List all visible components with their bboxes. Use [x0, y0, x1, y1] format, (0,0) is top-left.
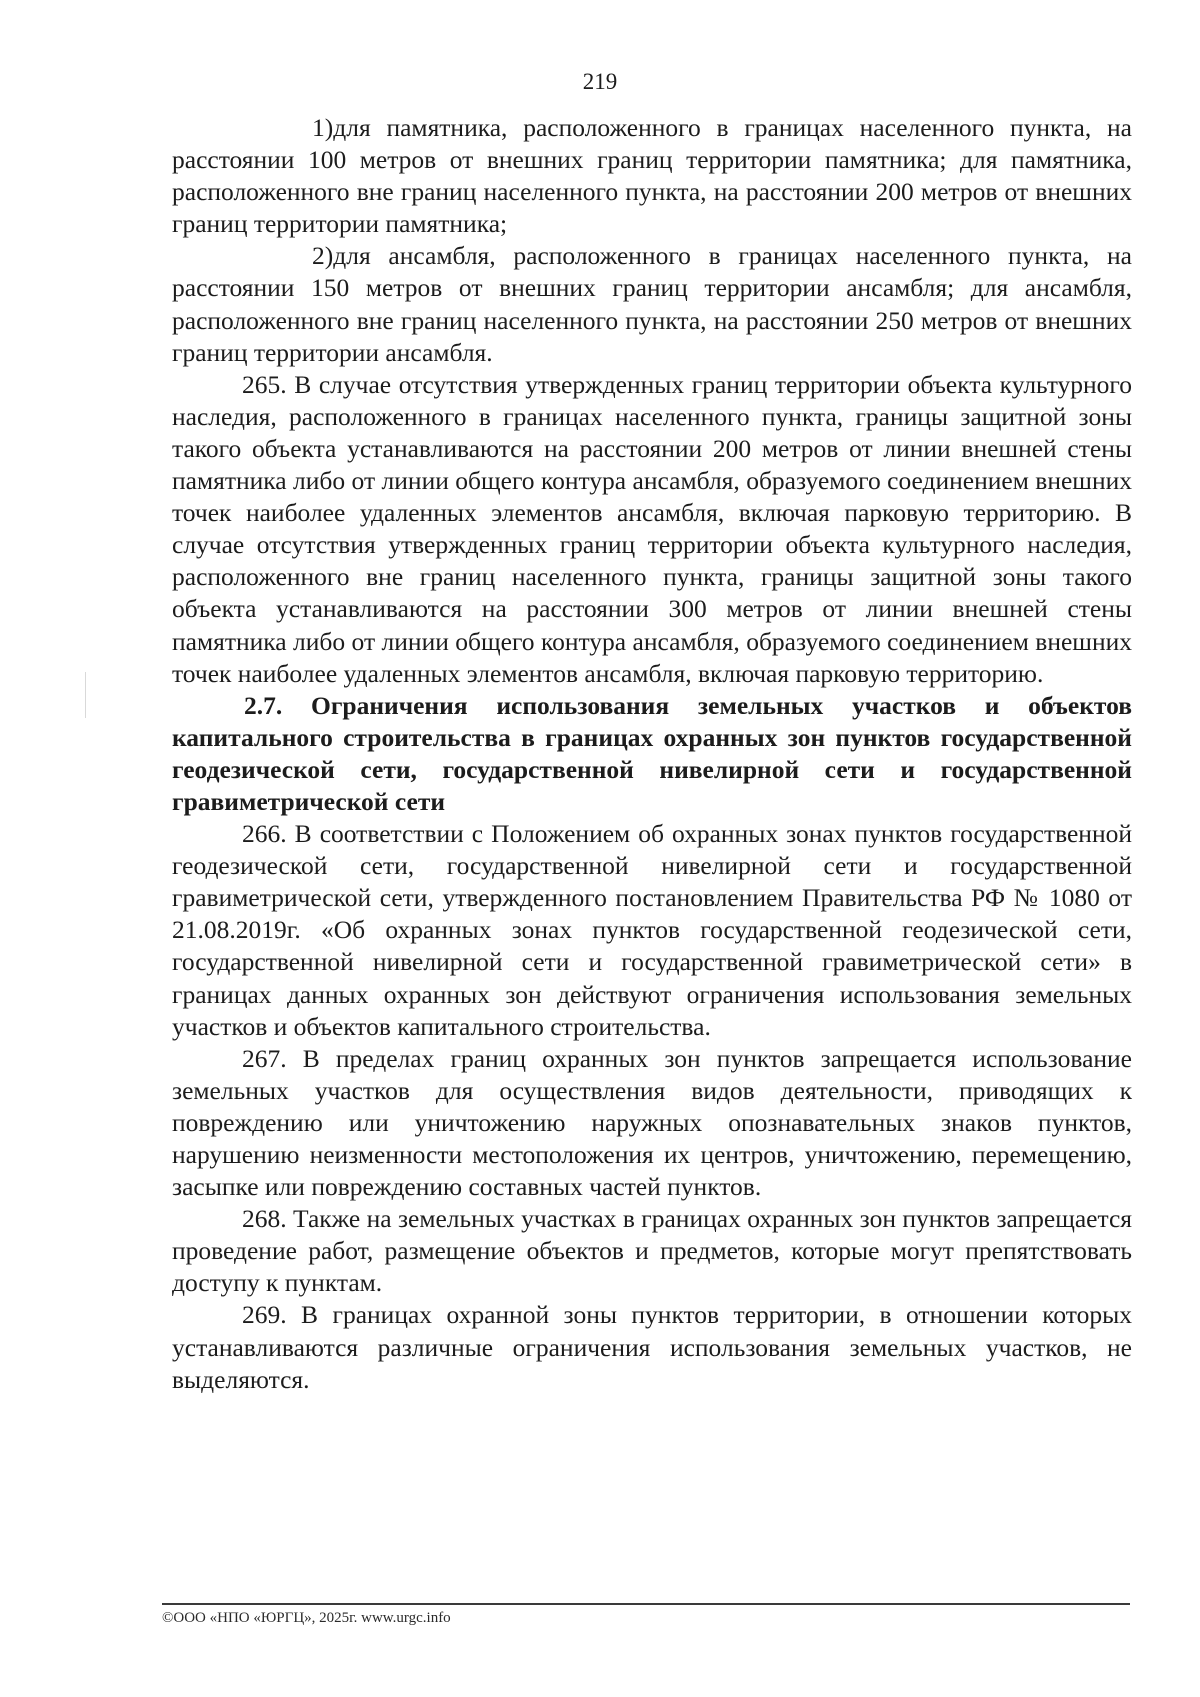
list-item-2 [172, 240, 1132, 368]
paragraph-268: 268. Также на земельных участках в границах охранных зон пунктов запрещается проведение работ, размещение объектов и предметов, которые могут препятствовать доступу к пунктам. [172, 1204, 1132, 1298]
list-item-text: для ансамбля, расположенного в границах населенного пункта, на расстоянии 150 метров от внешних границ территории ансамбля; для ансамбля, расположенного вне границ населенного пункта, на расстоянии 250 метров от внешних границ территории ансамбля. [172, 241, 1132, 367]
list-item-1 [172, 112, 1132, 240]
list-item-number: 1) [312, 113, 334, 142]
scan-margin-mark [85, 672, 86, 718]
paragraph-266: 266. В соответствии с Положением об охранных зонах пунктов государственной геодезической сети, государственной нивелирной сети и государственной гравиметрической сети, утвержденного постановлением Правительства РФ № 1080 от 21.08.2019г. «Об охранных зонах пунктов государственной геодезической сети, государственной нивелирной сети и государственной гравиметрической сети» в границах данных охранных зон действуют ограничения использования земельных участков и объектов капитального строительства. [172, 819, 1132, 1041]
document-body [172, 112, 1132, 1396]
footer-copyright: ©ООО «НПО «ЮРГЦ», 2025г. www.urgc.info [162, 1610, 451, 1626]
footer-divider [162, 1603, 1130, 1605]
list-item-number: 2) [312, 241, 334, 271]
paragraph-267: 267. В пределах границ охранных зон пунктов запрещается использование земельных участков для осуществления видов деятельности, приводящих к повреждению или уничтожению наружных опознавательных знаков пунктов, нарушению неизменности местоположения их центров, уничтожению, перемещению, засыпке или повреждению составных частей пунктов. [172, 1043, 1132, 1202]
section-heading-2-7: 2.7. Ограничения использования земельных участков и объектов капитального строительства в границах охранных зон пунктов государственной геодезической сети, государственной нивелирной сети и государственной гравиметрической сети [172, 690, 1132, 816]
paragraph-265: 265. В случае отсутствия утвержденных границ территории объекта культурного наследия, расположенного в границах населенного пункта, границы защитной зоны такого объекта устанавливаются на расстоянии 200 метров от линии внешней стены памятника либо от линии общего контура ансамбля, образуемого соединением внешних точек наиболее удаленных элементов ансамбля, включая парковую территорию. В случае отсутствия утвержденных границ территории объекта культурного наследия, расположенного вне границ населенного пункта, границы защитной зоны такого объекта устанавливаются на расстоянии 300 метров от линии внешней стены памятника либо от линии общего контура ансамбля, образуемого соединением внешних точек наиболее удаленных элементов ансамбля, включая парковую территорию. [172, 369, 1132, 688]
page-number: 219 [582, 69, 618, 94]
paragraph-269: 269. В границах охранной зоны пунктов территории, в отношении которых устанавливаются различные ограничения использования земельных участков, не выделяются. [172, 1300, 1132, 1394]
list-item-text: для памятника, расположенного в границах населенного пункта, на расстоянии 100 метров от внешних границ территории памятника; для памятника, расположенного вне границ населенного пункта, на расстоянии 200 метров от внешних границ территории памятника; [172, 113, 1132, 239]
